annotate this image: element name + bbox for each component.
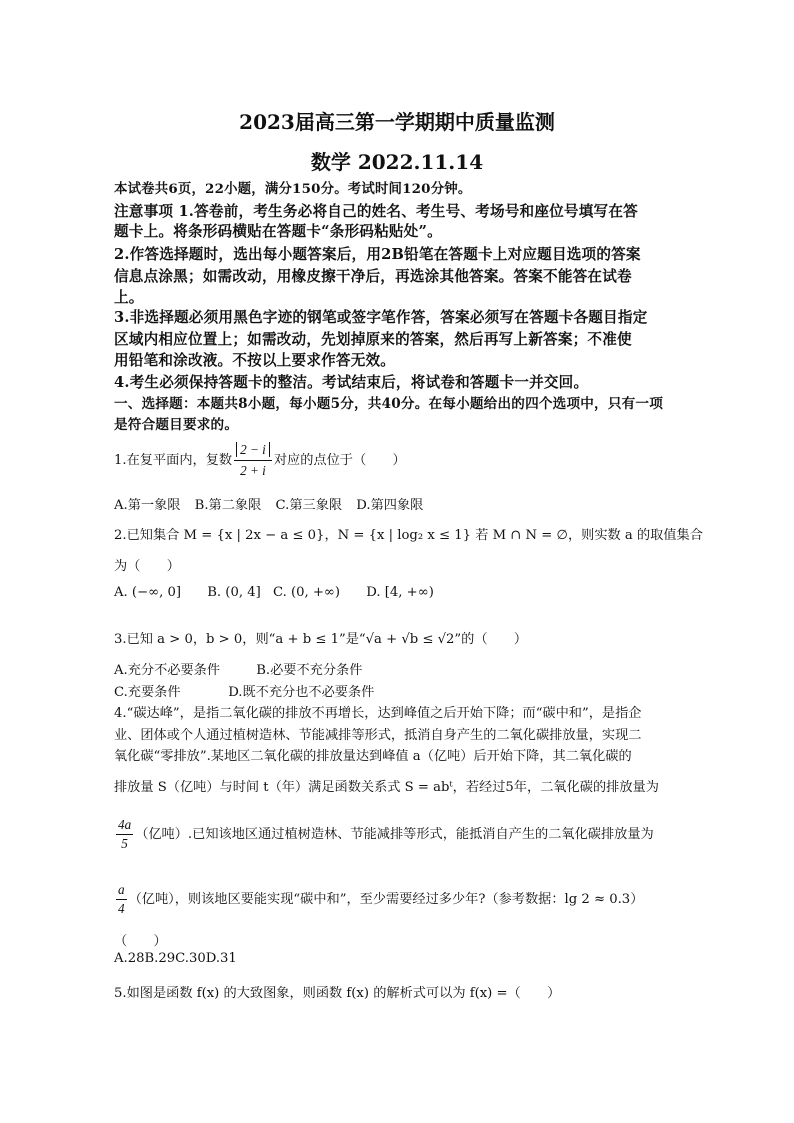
q2-option-b[interactable]: B. (0, 4]	[207, 585, 261, 600]
question-3: 3.已知 a > 0，b > 0，则“a + b ≤ 1”是“√a + √b ≤ √2”的（ ）	[114, 632, 528, 647]
instruction-line: 2.作答选择题时，选出每小题答案后，用2B铅笔在答题卡上对应题目选项的答案	[114, 246, 641, 263]
q2-options	[114, 585, 434, 600]
q3-option-b[interactable]: B.必要不充分条件	[256, 663, 363, 678]
instruction-line: 信息点涂黑；如需改动，用橡皮擦干净后，再选涂其他答案。答案不能答在试卷	[114, 268, 632, 285]
q3-option-a[interactable]: A.充分不必要条件	[114, 663, 221, 678]
instruction-line: 区域内相应位置上；如需改动，先划掉原来的答案，然后再写上新答案；不准使	[114, 331, 632, 348]
q1-prefix: 1.在复平面内，复数	[114, 453, 233, 468]
instruction-line: 4.考生必须保持答题卡的整洁。考试结束后，将试卷和答题卡一并交回。	[114, 374, 589, 391]
q3-option-c[interactable]: C.充要条件	[114, 685, 181, 700]
q2-option-d[interactable]: D. [4, +∞)	[366, 585, 434, 600]
q1-suffix: 对应的点位于（ ）	[273, 453, 406, 468]
question-1	[114, 440, 406, 481]
q4-text-6: （亿吨），则该地区要能实现“碳中和”，至少需要经过多少年?（参考数据：lg 2 ≈ 0.3）	[128, 892, 644, 907]
section-heading: 是符合题目要求的。	[114, 417, 239, 433]
q4-fraction-1	[116, 816, 133, 853]
q1-options	[114, 494, 423, 513]
instruction-line: 本试卷共6页，22小题，满分150分。考试时间120分钟。	[114, 181, 472, 197]
question-2: 2.已知集合 M = {x | 2x − a ≤ 0}，N = {x | log₂ x ≤ 1} 若 M ∩ N = ∅，则实数 a 的取值集合	[114, 528, 703, 543]
page-subtitle: 数学 2022.11.14	[310, 150, 484, 174]
q4-fraction-2-den: 4	[118, 901, 125, 916]
q1-numerator: 2 − i	[236, 442, 270, 457]
question-4-cont: 氧化碳“零排放”.某地区二氧化碳的排放量达到峰值 a（亿吨）后开始下降，其二氧化碳的	[114, 749, 632, 764]
q1-option-b[interactable]: B.第二象限	[194, 498, 262, 513]
instruction-line: 上。	[114, 289, 144, 306]
instruction-line: 3.非选择题必须用黑色字迹的钢笔或签字笔作答，答案必须写在答题卡各题目指定	[114, 309, 648, 326]
q2-option-c[interactable]: C. (0, +∞)	[272, 585, 341, 600]
q1-fraction	[234, 440, 272, 481]
question-4-cont: 排放量 S（亿吨）与时间 t（年）满足函数关系式 S = abᵗ，若经过5年，二氧化碳的排放量为	[114, 780, 659, 795]
q2-option-a[interactable]: A. (−∞, 0]	[114, 585, 182, 600]
question-4-cont: 业、团体或个人通过植树造林、节能减排等形式，抵消自身产生的二氧化碳排放量，实现二	[114, 728, 642, 743]
q1-option-a[interactable]: A.第一象限	[114, 498, 181, 513]
instruction-line: 题卡上。将条形码横贴在答题卡“条形码粘贴处”。	[114, 223, 442, 240]
q1-denominator: 2 + i	[234, 460, 272, 481]
q3-options-row1	[114, 659, 362, 678]
question-4-cont	[114, 881, 643, 918]
question-4-cont	[114, 816, 654, 853]
q4-text-5: （亿吨）.已知该地区通过植树造林、节能减排等形式，能抵消自产生的二氧化碳排放量为	[135, 827, 654, 842]
question-4: 4.“碳达峰”，是指二氧化碳的排放不再增长，达到峰值之后开始下降；而“碳中和”，是指企	[114, 706, 642, 721]
question-5: 5.如图是函数 f(x) 的大致图象，则函数 f(x) 的解析式可以为 f(x) =（ ）	[114, 986, 561, 1001]
instruction-line: 用铅笔和涂改液。不按以上要求作答无效。	[114, 352, 396, 369]
q3-options-row2	[114, 681, 374, 700]
question-2-cont: 为（ ）	[114, 559, 180, 574]
page-title: 2023届高三第一学期期中质量监测	[239, 110, 555, 134]
section-heading: 一、选择题：本题共8小题，每小题5分，共40分。在每小题给出的四个选项中，只有一项	[114, 396, 663, 412]
q4-options[interactable]: A.28B.29C.30D.31	[114, 951, 237, 966]
question-4-answer-blank: （ ）	[114, 934, 167, 949]
q1-option-c[interactable]: C.第三象限	[275, 498, 343, 513]
q4-fraction-2	[116, 881, 127, 918]
q3-option-d[interactable]: D.既不充分也不必要条件	[228, 685, 375, 700]
q4-fraction-1-den: 5	[116, 834, 133, 853]
instruction-line: 注意事项 1.答卷前，考生务必将自己的姓名、考生号、考场号和座位号填写在答	[114, 203, 638, 220]
q1-option-d[interactable]: D.第四象限	[356, 498, 424, 513]
q4-fraction-1-num: 4a	[118, 817, 132, 832]
q4-fraction-2-num: a	[118, 882, 125, 897]
